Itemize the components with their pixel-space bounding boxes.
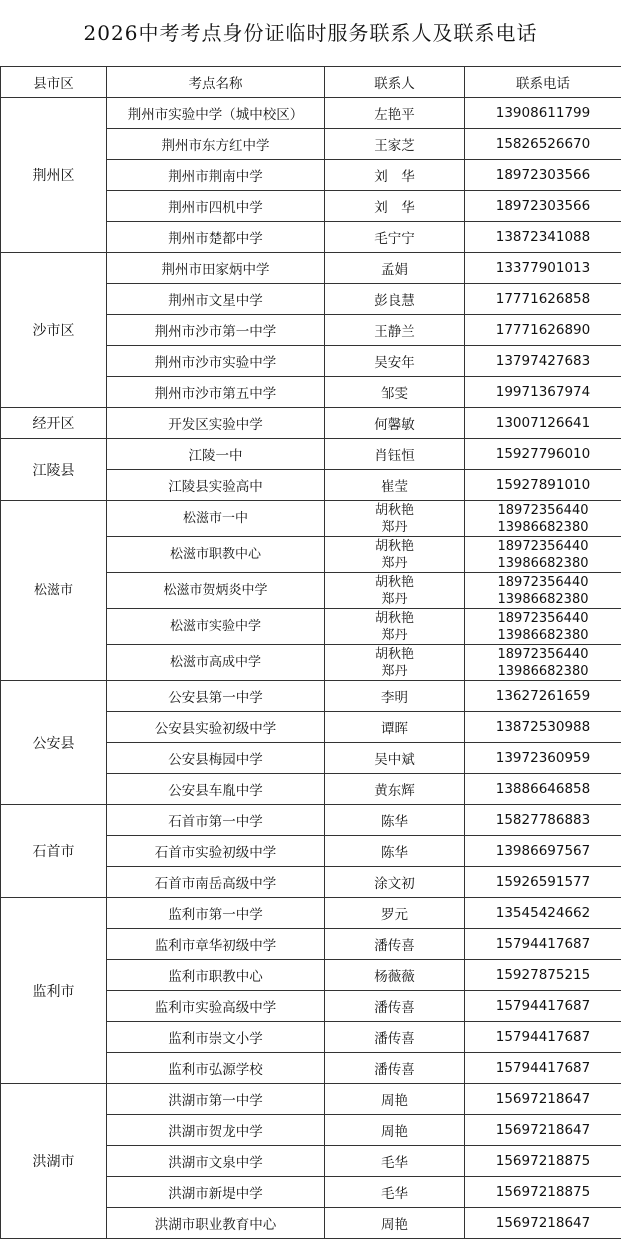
site-cell: 洪湖市文泉中学	[107, 1146, 325, 1177]
contact-cell	[325, 898, 465, 929]
phone-number: 13986682380	[465, 627, 621, 644]
contact-cell	[325, 284, 465, 315]
site-cell: 荆州市四机中学	[107, 191, 325, 222]
phone-cell	[465, 1053, 621, 1084]
contact-name: 吴安年	[325, 351, 464, 371]
phone-cell	[465, 98, 621, 129]
table-header-row	[1, 67, 621, 98]
phone-number: 15697218875	[465, 1153, 621, 1169]
contact-name: 周艳	[325, 1089, 464, 1109]
contact-name: 刘 华	[325, 196, 464, 216]
contact-cell	[325, 1053, 465, 1084]
contact-name: 胡秋艳	[325, 574, 464, 591]
contact-name: 杨薇薇	[325, 965, 464, 985]
contact-cell	[325, 470, 465, 501]
contact-cell	[325, 191, 465, 222]
district-cell: 江陵县	[1, 439, 107, 501]
contact-name: 潘传喜	[325, 1027, 464, 1047]
contact-table-container	[0, 66, 621, 1239]
contact-cell	[325, 609, 465, 645]
contact-name: 胡秋艳	[325, 610, 464, 627]
contact-cell	[325, 408, 465, 439]
site-cell: 松滋市贺炳炎中学	[107, 573, 325, 609]
phone-number: 18972303566	[465, 198, 621, 214]
contact-cell	[325, 991, 465, 1022]
site-cell: 荆州市东方红中学	[107, 129, 325, 160]
phone-cell	[465, 929, 621, 960]
district-cell: 经开区	[1, 408, 107, 439]
contact-name: 谭晖	[325, 717, 464, 737]
phone-number: 13986682380	[465, 591, 621, 608]
contact-cell	[325, 1177, 465, 1208]
table-row	[1, 681, 621, 712]
phone-cell	[465, 408, 621, 439]
phone-cell	[465, 470, 621, 501]
phone-cell	[465, 537, 621, 573]
contact-name: 毛华	[325, 1182, 464, 1202]
table-row	[1, 408, 621, 439]
contact-cell	[325, 253, 465, 284]
phone-cell	[465, 315, 621, 346]
header-site: 考点名称	[107, 67, 325, 98]
page-title: 2026中考考点身份证临时服务联系人及联系电话	[0, 0, 621, 66]
contact-name: 郑丹	[325, 663, 464, 680]
phone-number: 13545424662	[465, 905, 621, 921]
phone-number: 15927891010	[465, 477, 621, 493]
contact-name: 左艳平	[325, 103, 464, 123]
phone-number: 15697218647	[465, 1091, 621, 1107]
phone-number: 13908611799	[465, 105, 621, 121]
contact-name: 何馨敏	[325, 413, 464, 433]
phone-number: 13007126641	[465, 415, 621, 431]
contact-name: 毛华	[325, 1151, 464, 1171]
site-cell: 荆州市田家炳中学	[107, 253, 325, 284]
contact-name: 李明	[325, 686, 464, 706]
contact-name: 郑丹	[325, 555, 464, 572]
phone-cell	[465, 1022, 621, 1053]
contact-cell	[325, 1208, 465, 1239]
site-cell: 石首市南岳高级中学	[107, 867, 325, 898]
site-cell: 松滋市职教中心	[107, 537, 325, 573]
contact-cell	[325, 129, 465, 160]
phone-number: 18972356440	[465, 502, 621, 519]
phone-cell	[465, 1084, 621, 1115]
site-cell: 洪湖市职业教育中心	[107, 1208, 325, 1239]
contact-name: 肖钰恒	[325, 444, 464, 464]
contact-cell	[325, 960, 465, 991]
phone-cell	[465, 960, 621, 991]
phone-number: 15697218647	[465, 1122, 621, 1138]
site-cell: 松滋市高成中学	[107, 645, 325, 681]
table-row	[1, 805, 621, 836]
contact-cell	[325, 315, 465, 346]
phone-cell	[465, 836, 621, 867]
phone-cell	[465, 573, 621, 609]
phone-number: 13872530988	[465, 719, 621, 735]
phone-cell	[465, 501, 621, 537]
site-cell: 监利市第一中学	[107, 898, 325, 929]
phone-number: 13986682380	[465, 519, 621, 536]
site-cell: 开发区实验中学	[107, 408, 325, 439]
phone-cell	[465, 1177, 621, 1208]
district-cell: 石首市	[1, 805, 107, 898]
phone-cell	[465, 284, 621, 315]
contact-cell	[325, 743, 465, 774]
site-cell: 荆州市文星中学	[107, 284, 325, 315]
site-cell: 监利市职教中心	[107, 960, 325, 991]
table-row	[1, 898, 621, 929]
phone-number: 15927796010	[465, 446, 621, 462]
phone-cell	[465, 712, 621, 743]
contact-name: 周艳	[325, 1120, 464, 1140]
phone-number: 15826526670	[465, 136, 621, 152]
contact-cell	[325, 377, 465, 408]
contact-name: 郑丹	[325, 627, 464, 644]
phone-number: 19971367974	[465, 384, 621, 400]
phone-number: 13627261659	[465, 688, 621, 704]
phone-cell	[465, 743, 621, 774]
contact-name: 陈华	[325, 841, 464, 861]
phone-cell	[465, 129, 621, 160]
district-cell: 松滋市	[1, 501, 107, 681]
contact-name: 陈华	[325, 810, 464, 830]
phone-cell	[465, 346, 621, 377]
site-cell: 石首市实验初级中学	[107, 836, 325, 867]
contact-name: 潘传喜	[325, 996, 464, 1016]
header-contact: 联系人	[325, 67, 465, 98]
phone-number: 13986682380	[465, 663, 621, 680]
phone-number: 13986682380	[465, 555, 621, 572]
site-cell: 监利市弘源学校	[107, 1053, 325, 1084]
table-row	[1, 439, 621, 470]
district-cell: 监利市	[1, 898, 107, 1084]
table-row	[1, 98, 621, 129]
contact-table	[0, 66, 621, 1239]
phone-number: 18972303566	[465, 167, 621, 183]
phone-cell	[465, 1115, 621, 1146]
phone-cell	[465, 377, 621, 408]
contact-cell	[325, 501, 465, 537]
header-phone: 联系电话	[465, 67, 621, 98]
phone-number: 15794417687	[465, 1060, 621, 1076]
contact-name: 毛宁宁	[325, 227, 464, 247]
phone-cell	[465, 867, 621, 898]
phone-cell	[465, 160, 621, 191]
phone-cell	[465, 898, 621, 929]
site-cell: 江陵一中	[107, 439, 325, 470]
site-cell: 荆州市楚都中学	[107, 222, 325, 253]
phone-number: 15794417687	[465, 998, 621, 1014]
header-district: 县市区	[1, 67, 107, 98]
phone-cell	[465, 253, 621, 284]
phone-number: 13377901013	[465, 260, 621, 276]
contact-name: 潘传喜	[325, 934, 464, 954]
site-cell: 松滋市一中	[107, 501, 325, 537]
contact-name: 崔莹	[325, 475, 464, 495]
phone-number: 13872341088	[465, 229, 621, 245]
contact-name: 郑丹	[325, 591, 464, 608]
phone-number: 18972356440	[465, 646, 621, 663]
contact-name: 罗元	[325, 903, 464, 923]
contact-cell	[325, 1022, 465, 1053]
phone-number: 13972360959	[465, 750, 621, 766]
contact-cell	[325, 805, 465, 836]
contact-name: 郑丹	[325, 519, 464, 536]
site-cell: 洪湖市新堤中学	[107, 1177, 325, 1208]
contact-name: 邹雯	[325, 382, 464, 402]
district-cell: 荆州区	[1, 98, 107, 253]
contact-name: 刘 华	[325, 165, 464, 185]
site-cell: 监利市实验高级中学	[107, 991, 325, 1022]
phone-cell	[465, 609, 621, 645]
site-cell: 公安县车胤中学	[107, 774, 325, 805]
contact-name: 涂文初	[325, 872, 464, 892]
district-cell: 公安县	[1, 681, 107, 805]
phone-number: 15926591577	[465, 874, 621, 890]
site-cell: 江陵县实验高中	[107, 470, 325, 501]
phone-number: 15697218875	[465, 1184, 621, 1200]
phone-number: 13886646858	[465, 781, 621, 797]
phone-number: 18972356440	[465, 574, 621, 591]
contact-name: 胡秋艳	[325, 538, 464, 555]
site-cell: 公安县实验初级中学	[107, 712, 325, 743]
contact-cell	[325, 929, 465, 960]
phone-cell	[465, 1208, 621, 1239]
contact-cell	[325, 836, 465, 867]
site-cell: 洪湖市第一中学	[107, 1084, 325, 1115]
phone-number: 15794417687	[465, 1029, 621, 1045]
phone-cell	[465, 645, 621, 681]
contact-table-body	[1, 67, 621, 1239]
phone-number: 18972356440	[465, 538, 621, 555]
table-row	[1, 501, 621, 537]
contact-name: 黄东辉	[325, 779, 464, 799]
contact-cell	[325, 439, 465, 470]
site-cell: 监利市崇文小学	[107, 1022, 325, 1053]
phone-cell	[465, 439, 621, 470]
phone-number: 15697218647	[465, 1215, 621, 1231]
contact-name: 王家芝	[325, 134, 464, 154]
contact-cell	[325, 98, 465, 129]
phone-cell	[465, 805, 621, 836]
phone-number: 18972356440	[465, 610, 621, 627]
phone-cell	[465, 681, 621, 712]
contact-name: 彭良慧	[325, 289, 464, 309]
contact-cell	[325, 160, 465, 191]
contact-cell	[325, 774, 465, 805]
phone-number: 13797427683	[465, 353, 621, 369]
site-cell: 荆州市沙市第五中学	[107, 377, 325, 408]
site-cell: 监利市章华初级中学	[107, 929, 325, 960]
contact-cell	[325, 681, 465, 712]
phone-cell	[465, 991, 621, 1022]
site-cell: 公安县第一中学	[107, 681, 325, 712]
contact-cell	[325, 1146, 465, 1177]
contact-cell	[325, 712, 465, 743]
site-cell: 荆州市沙市第一中学	[107, 315, 325, 346]
phone-cell	[465, 191, 621, 222]
contact-name: 吴中斌	[325, 748, 464, 768]
site-cell: 公安县梅园中学	[107, 743, 325, 774]
phone-number: 17771626858	[465, 291, 621, 307]
contact-name: 孟娟	[325, 258, 464, 278]
site-cell: 松滋市实验中学	[107, 609, 325, 645]
contact-cell	[325, 346, 465, 377]
site-cell: 荆州市实验中学（城中校区）	[107, 98, 325, 129]
phone-cell	[465, 222, 621, 253]
contact-name: 王静兰	[325, 320, 464, 340]
site-cell: 荆州市荆南中学	[107, 160, 325, 191]
contact-cell	[325, 645, 465, 681]
contact-cell	[325, 222, 465, 253]
phone-cell	[465, 774, 621, 805]
phone-number: 13986697567	[465, 843, 621, 859]
contact-cell	[325, 867, 465, 898]
phone-number: 17771626890	[465, 322, 621, 338]
district-cell: 沙市区	[1, 253, 107, 408]
contact-cell	[325, 573, 465, 609]
contact-cell	[325, 1084, 465, 1115]
contact-name: 胡秋艳	[325, 646, 464, 663]
site-cell: 荆州市沙市实验中学	[107, 346, 325, 377]
table-row	[1, 1084, 621, 1115]
phone-number: 15794417687	[465, 936, 621, 952]
contact-name: 潘传喜	[325, 1058, 464, 1078]
table-row	[1, 253, 621, 284]
contact-cell	[325, 537, 465, 573]
phone-cell	[465, 1146, 621, 1177]
phone-number: 15927875215	[465, 967, 621, 983]
contact-name: 周艳	[325, 1213, 464, 1233]
contact-name: 胡秋艳	[325, 502, 464, 519]
district-cell: 洪湖市	[1, 1084, 107, 1239]
phone-number: 15827786883	[465, 812, 621, 828]
site-cell: 洪湖市贺龙中学	[107, 1115, 325, 1146]
site-cell: 石首市第一中学	[107, 805, 325, 836]
contact-cell	[325, 1115, 465, 1146]
